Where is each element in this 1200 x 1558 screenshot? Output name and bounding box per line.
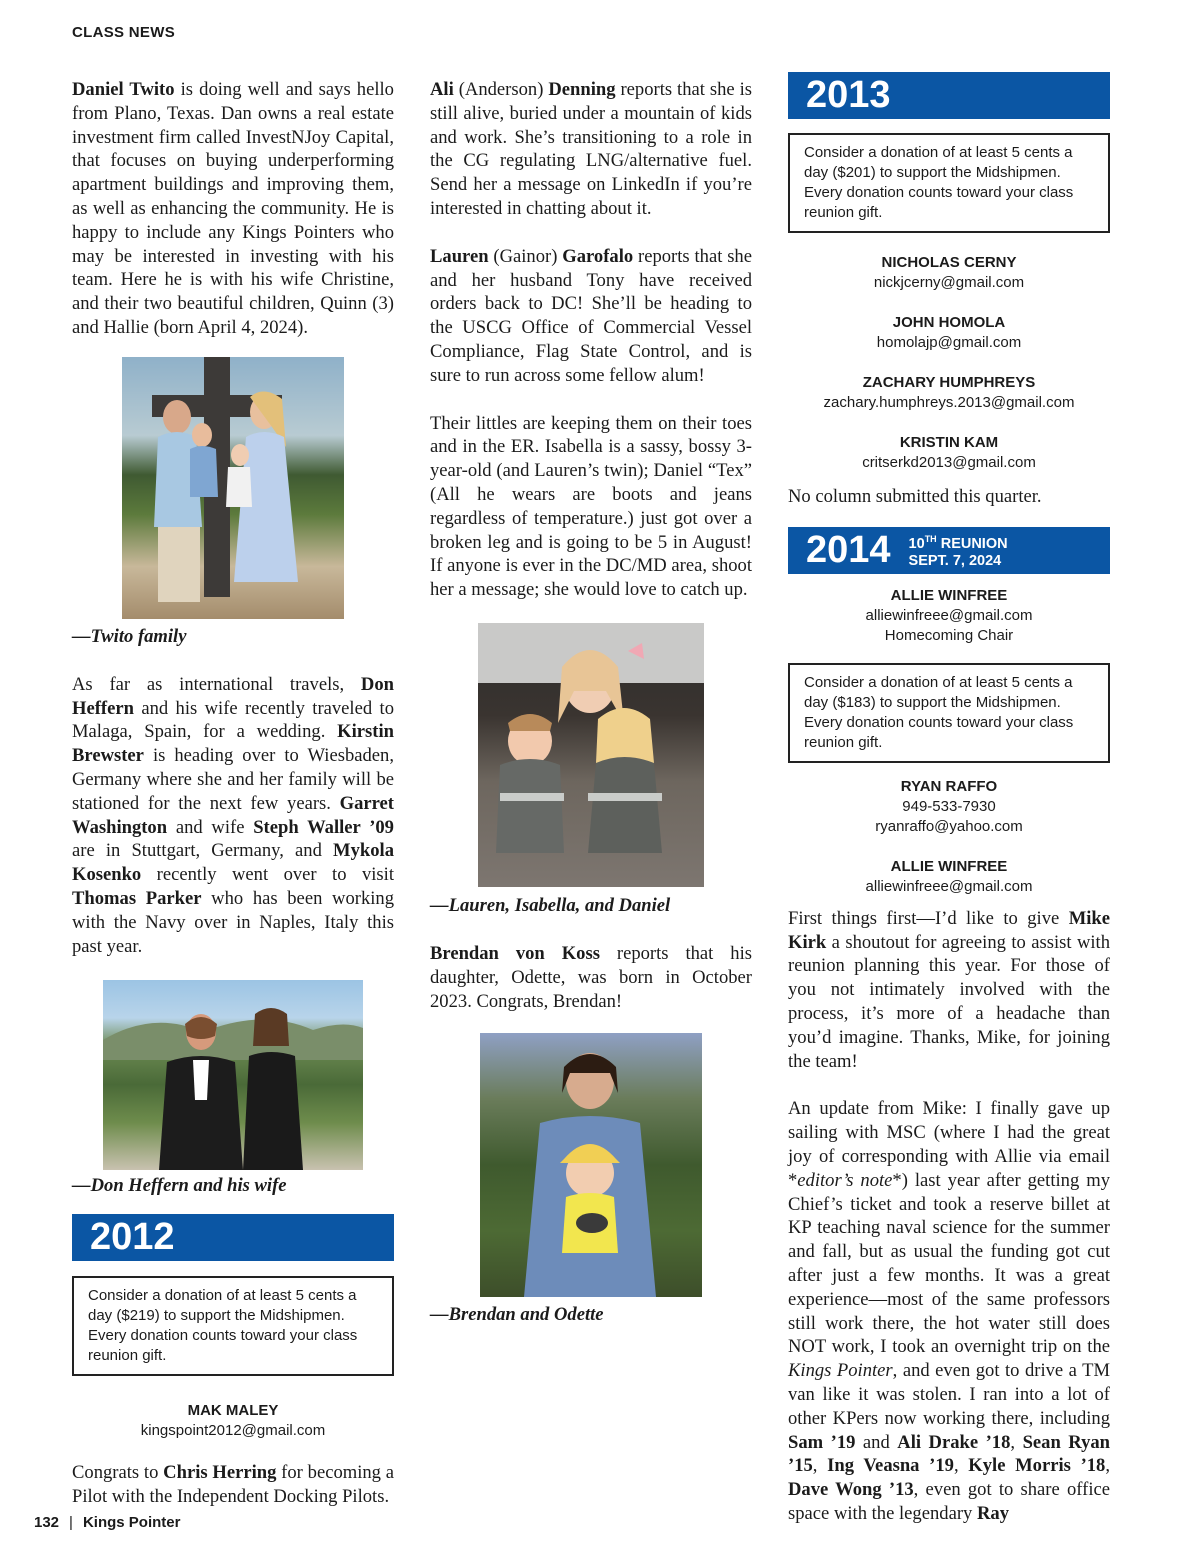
footer-separator: | <box>69 1514 73 1531</box>
class-2012-contact <box>72 1401 394 1441</box>
bold-name: Daniel Twito <box>72 79 175 100</box>
class-2014-chair <box>788 586 1110 646</box>
twito-paragraph: Daniel Twito is doing well and says hello from Plano, Texas. Dan owns a real estate investment firm called InvestNJoy Capital, that focuses on buying underperforming apartment buildings and improving them, as well as enhancing the community. He is happy to include any Kings Pointers who may be interested in investing with his team. Here he is with his wife Christine, and their two beautiful children, Quinn (3) and Hallie (born April 4, 2024). <box>72 79 394 338</box>
column-1 <box>72 78 394 1509</box>
bold-name: Ing Veasna ’19 <box>827 1455 954 1477</box>
bold-name: Ali Drake ’18 <box>897 1431 1011 1453</box>
class-2012-year: 2012 <box>90 1216 175 1259</box>
column-3 <box>788 72 1110 1526</box>
contact-name: ALLIE WINFREE <box>890 586 1008 604</box>
bold-name: Steph Waller ’09 <box>253 816 394 838</box>
class-2014-donation-box: Consider a donation of at least 5 cents a day ($183) to support the Midshipmen. Every donation counts toward your class reunion gift. <box>788 663 1110 763</box>
contact-email: nickjcerny@gmail.com <box>873 274 1025 291</box>
bold-name: Garret Washington <box>72 792 394 838</box>
contact-email: alliewinfreee@gmail.com <box>865 877 1033 895</box>
class-2013-contact-1 <box>788 253 1110 293</box>
column-2 <box>430 78 752 1327</box>
bold-name: Thomas Parker <box>72 887 202 909</box>
class-2012-banner <box>72 1214 394 1261</box>
heffern-photo <box>103 980 363 1170</box>
bold-name: Ray <box>976 1502 1009 1524</box>
contact-role: Homecoming Chair <box>884 626 1014 644</box>
contact-email: kingspoint2012@gmail.com <box>140 1422 326 1440</box>
bold-name: Kyle Morris ’18 <box>968 1455 1106 1477</box>
class-2013-banner <box>788 72 1110 119</box>
reunion-suffix: TH <box>924 533 937 544</box>
class-2012-donation-box: Consider a donation of at least 5 cents a day ($219) to support the Midshipmen. Every donation counts toward your class reunion gift. <box>72 1276 394 1376</box>
update-paragraph: An update from Mike: I finally gave up sailing with MSC (where I had the great joy of corresponding with Allie via email *editor’s note*) last year after getting my Chief’s ticket and took a reserve billet at KP teaching naval science for the summer and fall, but as usual the funding got cut after just a few months. It was a great experience—most of the same professors still work there, the hot water still does NOT work, I took an overnight trip on the Kings Pointer, and even got to drive a TM van like it was stolen. I ran into a lot of other KPers now working there, including Sam ’19 and Ali Drake ’18, Sean Ryan ’15, Ing Veasna ’19, Kyle Morris ’18, Dave Wong ’13, even got to share office space with the legendary Ray <box>788 1098 1111 1524</box>
heffern-caption: —Don Heffern and his wife <box>72 1175 287 1197</box>
contact-name: NICHOLAS CERNY <box>881 254 1017 271</box>
reunion-date: SEPT. 7, 2024 <box>908 552 1002 569</box>
travel-paragraph: As far as international travels, Don Heffern and his wife recently traveled to Malaga, Spain, for a wedding. Kirstin Brewster is heading over to Wiesbaden, Germany where she and her family will be stationed for the next few years. Garret Washington and wife Steph Waller ’09 are in Stuttgart, Germany, and Mykola Kosenko recently went over to visit Thomas Parker who has been working with the Navy over in Naples, Italy this past year. <box>72 673 394 957</box>
brendan-caption: —Brendan and Odette <box>430 1304 604 1326</box>
vonkoss-paragraph: Brendan von Koss reports that his daughter, Odette, was born in October 2023. Congrats, Brendan! <box>430 942 752 1012</box>
contact-name: MAK MALEY <box>187 1402 279 1420</box>
kirk-paragraph: First things first—I’d like to give Mike Kirk a shoutout for agreeing to assist with reunion planning this year. For those of you not intimately involved with the process, it’s more of a headache than you’d imagine. Thanks, Mike, for joining the team! <box>788 907 1110 1072</box>
reunion-info <box>909 531 1008 570</box>
class-2014-year: 2014 <box>806 528 891 571</box>
bold-name: Dave Wong ’13 <box>788 1479 914 1501</box>
bold-name: Kirstin Brewster <box>72 721 394 767</box>
page-number: 132 <box>34 1514 60 1531</box>
reunion-ordinal: 10 <box>908 535 925 552</box>
denning-paragraph: Ali (Anderson) Denning reports that she is still alive, buried under a mountain of kids and work. She’s transitioning to a role in the CG regulating LNG/alternative fuel. Send her a message on LinkedIn if you’re interested in chatting about it. <box>430 79 752 219</box>
section-header: CLASS NEWS <box>72 24 176 41</box>
class-2013-donation-box: Consider a donation of at least 5 cents a day ($201) to support the Midshipmen. Every donation counts toward your class reunion gift. <box>788 133 1110 233</box>
page-footer <box>34 1514 180 1531</box>
bold-name: Chris Herring <box>163 1462 277 1484</box>
littles-paragraph: Their littles are keeping them on their toes and in the ER. Isabella is a sassy, bossy 3-year-old (and Lauren’s twin); Daniel “Tex” (All he wears are boots and jeans regardless of temperature.) just got over a broken leg and is going to be 5 in August! If anyone is ever in the DC/MD area, shoot her a message; she would love to catch up. <box>430 412 752 601</box>
contact-name: ALLIE WINFREE <box>890 857 1008 875</box>
contact-name: ZACHARY HUMPHREYS <box>862 374 1036 391</box>
bold-name: Mykola Kosenko <box>72 840 394 886</box>
class-2014-contact-1 <box>788 777 1110 837</box>
lauren-caption: —Lauren, Isabella, and Daniel <box>430 894 671 916</box>
herring-paragraph: Congrats to Chris Herring for becoming a Pilot with the Independent Docking Pilots. <box>72 1462 394 1508</box>
class-2013-contact-2 <box>788 313 1110 353</box>
contact-name: KRISTIN KAM <box>899 434 999 451</box>
bold-name: Lauren <box>430 245 489 267</box>
italic-text: editor’s note <box>797 1169 893 1191</box>
bold-name: Sam ’19 <box>788 1431 856 1453</box>
class-2013-contact-3 <box>788 373 1110 413</box>
twito-caption: —Twito family <box>72 625 187 647</box>
bold-name: Mike Kirk <box>788 907 1110 953</box>
bold-name: Brendan von Koss <box>430 942 600 964</box>
class-2013-contact-4 <box>788 433 1110 473</box>
class-2013-no-column: No column submitted this quarter. <box>788 486 1042 507</box>
contact-email: zachary.humphreys.2013@gmail.com <box>823 394 1075 411</box>
bold-name: Garofalo <box>562 245 634 267</box>
bold-name: Denning <box>548 79 616 100</box>
italic-text: Kings Pointer <box>788 1360 893 1382</box>
twito-family-photo <box>122 357 344 619</box>
bold-name: Don Heffern <box>72 673 394 719</box>
contact-email: homolajp@gmail.com <box>876 334 1022 351</box>
class-2014-contact-2 <box>788 857 1110 897</box>
lauren-family-photo <box>478 623 704 887</box>
contact-email: ryanraffo@yahoo.com <box>875 817 1023 835</box>
contact-email: alliewinfreee@gmail.com <box>865 606 1033 624</box>
contact-name: RYAN RAFFO <box>900 777 998 795</box>
reunion-word: REUNION <box>940 535 1008 552</box>
class-2014-banner <box>788 527 1110 574</box>
contact-phone: 949-533-7930 <box>902 797 996 815</box>
contact-name: JOHN HOMOLA <box>892 314 1006 331</box>
publication-name: Kings Pointer <box>82 1514 181 1531</box>
garofalo-paragraph: Lauren (Gainor) Garofalo reports that she and her husband Tony have received orders back to DC! She’ll be heading to the USCG Office of Commercial Vessel Compliance, Flag State Control, and is sure to run across some fellow alum! <box>430 245 752 386</box>
class-2013-year: 2013 <box>806 74 891 116</box>
contact-email: critserkd2013@gmail.com <box>862 454 1036 471</box>
bold-name: Ali <box>430 79 454 100</box>
brendan-odette-photo <box>480 1033 702 1297</box>
bold-name: Sean Ryan ’15 <box>788 1431 1111 1477</box>
